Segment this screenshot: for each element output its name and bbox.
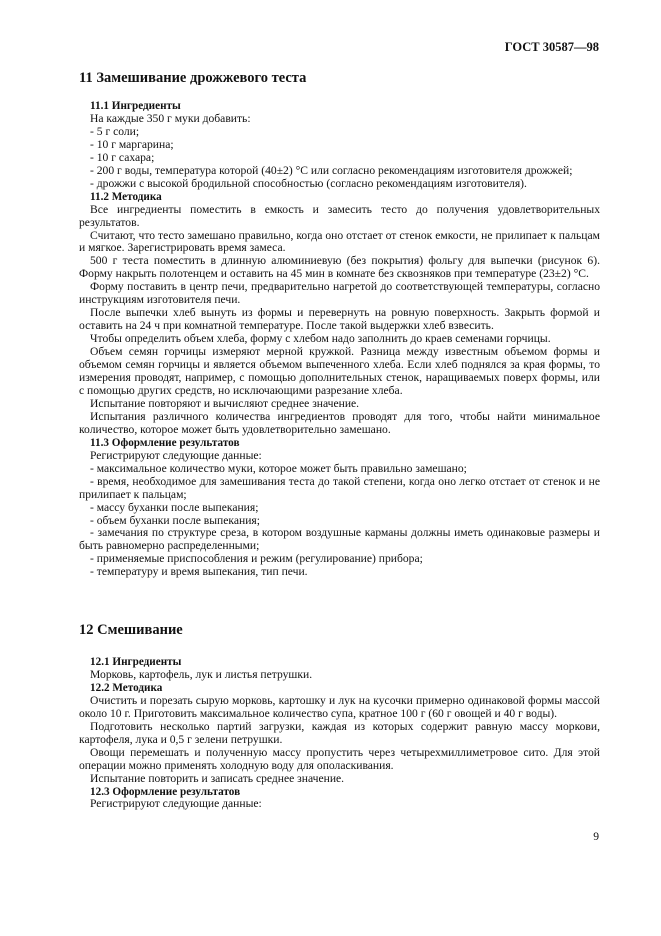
paragraph: Подготовить несколько партий загрузки, каждая из которых содержит равную массу моркови, картофеля, лука и 0,5 г зелени петрушки. — [79, 719, 600, 746]
paragraph: Испытание повторяют и вычисляют среднее значение. — [90, 396, 360, 410]
paragraph: - массу буханки после выпекания; — [90, 500, 259, 514]
paragraph: 500 г теста поместить в длинную алюминиевую (без покрытия) фольгу для выпечки (рисунок 6). Форму накрыть полотенцем и оставить на 45 мин в комнате без сквозняков при температуре (23±2) °С. — [79, 254, 600, 281]
paragraph: - объем буханки после выпекания; — [90, 513, 260, 527]
subsection-heading: 12.3 Оформление результатов — [90, 785, 241, 798]
page-number: 9 — [593, 830, 599, 843]
section-11-body — [79, 100, 600, 579]
paragraph: - 200 г воды, температура которой (40±2) °С или согласно рекомендациям изготовителя дрожжей; — [90, 163, 573, 177]
subsection-heading: 11.1 Ингредиенты — [90, 100, 181, 112]
section-12-title: 12 Смешивание — [79, 622, 183, 638]
paragraph: - максимальное количество муки, которое может быть правильно замешано; — [90, 461, 467, 475]
paragraph: - время, необходимое для замешивания теста до такой степени, когда оно легко отстает от стенок и не прилипает к пальцам; — [79, 474, 600, 501]
paragraph: Овощи перемешать и полученную массу пропустить через четырехмиллиметровое сито. Для этой операции можно применять холодную воду для ополаскивания. — [79, 745, 600, 772]
paragraph: - применяемые приспособления и режим (регулирование) прибора; — [90, 552, 423, 566]
document-header: ГОСТ 30587—98 — [504, 40, 599, 54]
paragraph: Форму поставить в центр печи, предварительно нагретой до соответствующей температуры, согласно инструкциям изготовителя печи. — [79, 280, 600, 307]
paragraph: Чтобы определить объем хлеба, форму с хлебом надо заполнить до краев семенами горчицы. — [90, 332, 551, 346]
paragraph: Объем семян горчицы измеряют мерной кружкой. Разница между известным объемом формы и объемом семян горчицы и является объемом выпеченного хлеба. Если хлеб поднялся за края формы, то измерения проводят, например, с помощью дополнительных стенок, наращиваемых поверх формы, или с помощью других средств, но исключающими разрезание хлеба. — [79, 345, 600, 397]
subsection-heading: 12.1 Ингредиенты — [90, 656, 182, 668]
paragraph: Испытание повторить и записать среднее значение. — [90, 771, 345, 785]
paragraph: После выпечки хлеб вынуть из формы и перевернуть на ровную поверхность. Закрыть формой и оставить на 24 ч при комнатной температуре. После такой выдержки хлеб взвесить. — [79, 306, 600, 333]
paragraph: - дрожжи с высокой бродильной способностью (согласно рекомендациям изготовителя). — [90, 176, 527, 190]
section-11-title: 11 Замешивание дрожжевого теста — [79, 70, 307, 86]
paragraph: Считают, что тесто замешано правильно, когда оно отстает от стенок емкости, не прилипает к пальцам и мягкое. Зарегистрировать время замеса. — [79, 228, 600, 255]
section-12-body — [79, 656, 600, 811]
paragraph: Все ингредиенты поместить в емкость и замесить тесто до получения удовлетворительных результатов. — [79, 202, 600, 229]
subsection-heading: 12.2 Методика — [90, 681, 163, 694]
paragraph: - 10 г сахара; — [90, 150, 155, 164]
paragraph: Регистрируют следующие данные: — [90, 797, 262, 811]
paragraph: Регистрируют следующие данные: — [90, 448, 262, 462]
subsection-heading: 11.3 Оформление результатов — [90, 436, 240, 449]
paragraph: Морковь, картофель, лук и листья петрушки. — [90, 667, 313, 681]
paragraph: - 5 г соли; — [90, 124, 140, 138]
paragraph: Очистить и порезать сырую морковь, картошку и лук на кусочки примерно одинаковой формы массой около 10 г. Приготовить максимальное количество супа, кратное 100 г (60 г овощей и 40 г воды). — [79, 693, 600, 720]
paragraph: - температуру и время выпекания, тип печи. — [90, 565, 308, 579]
paragraph: - замечания по структуре среза, в котором воздушные карманы должны иметь одинаковые размеры и быть равномерно распределенными; — [79, 526, 600, 553]
paragraph: Испытания различного количества ингредиентов проводят для того, чтобы найти минимальное количество, которое может быть удовлетворительно замешано. — [79, 409, 600, 436]
subsection-heading: 11.2 Методика — [90, 190, 162, 203]
paragraph: - 10 г маргарина; — [90, 137, 174, 151]
paragraph: На каждые 350 г муки добавить: — [90, 111, 251, 125]
